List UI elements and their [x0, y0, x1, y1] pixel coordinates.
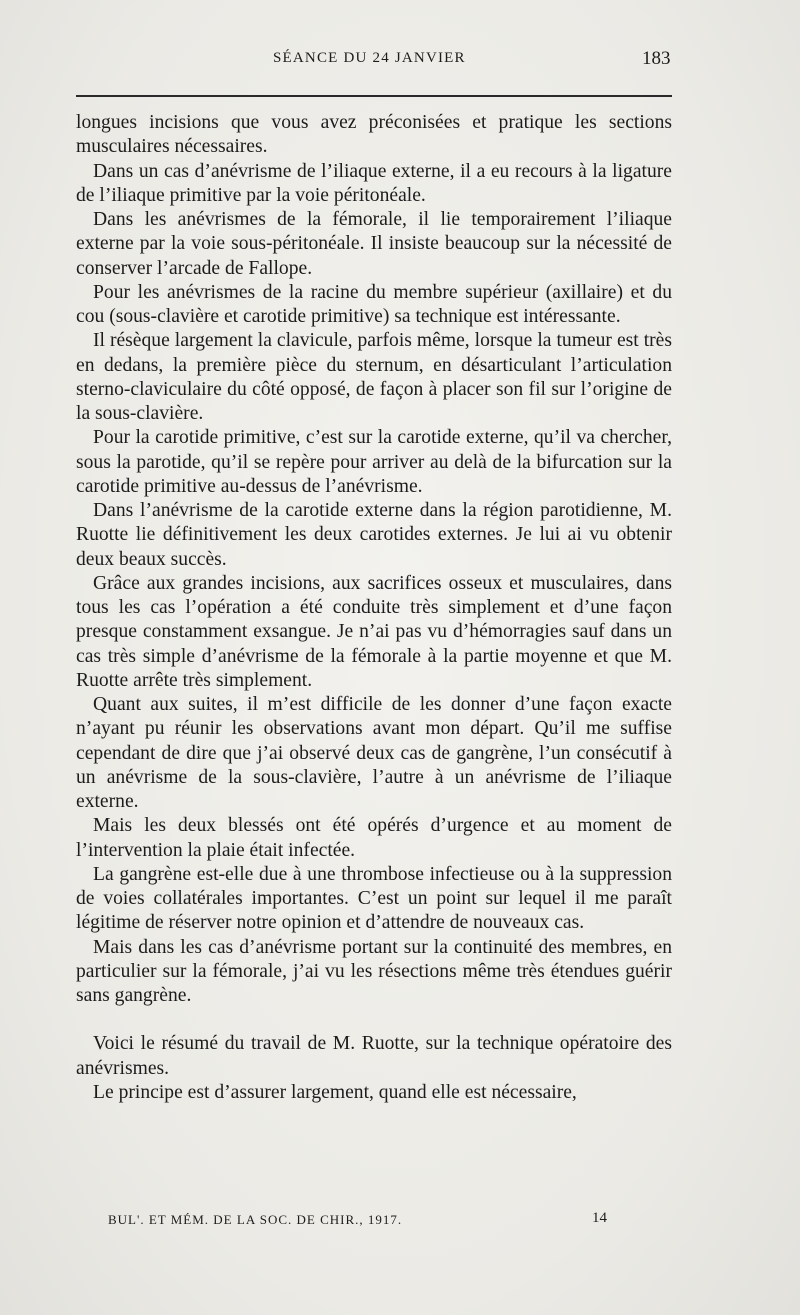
body-text [76, 111, 672, 1105]
paragraph: Le principe est d’assurer largement, quand elle est nécessaire, [93, 1081, 577, 1103]
page-number: 183 [642, 48, 671, 69]
paragraph: Dans l’anévrisme de la carotide externe dans la région parotidienne, M. Ruotte lie définitivement les deux carotides externes. Je lui ai vu obtenir deux beaux succès. [76, 500, 672, 570]
paragraph: Dans un cas d’anévrisme de l’iliaque externe, il a eu recours à la ligature de l’iliaque primitive par la voie péritonéale. [76, 160, 672, 206]
running-title: SÉANCE DU 24 JANVIER [273, 50, 466, 66]
paragraph: Pour la carotide primitive, c’est sur la carotide externe, qu’il va chercher, sous la parotide, qu’il se repère pour arriver au delà de la bifurcation sur la carotide primitive au-dessus de l’anévrisme. [76, 427, 672, 497]
page-footer [0, 1212, 800, 1234]
paragraph: Mais les deux blessés ont été opérés d’urgence et au moment de l’intervention la plaie était infectée. [76, 815, 672, 861]
paragraph: Pour les anévrismes de la racine du membre supérieur (axillaire) et du cou (sous-clavière et carotide primitive) sa technique est intéressante. [76, 281, 672, 327]
page-header [0, 50, 800, 76]
paragraph: Dans les anévrismes de la fémorale, il lie temporairement l’iliaque externe par la voie sous-péritonéale. Il insiste beaucoup sur la nécessité de conserver l’arcade de Fallope. [76, 209, 672, 279]
footer-source: BUL'. ET MÉM. DE LA SOC. DE CHIR., 1917. [108, 1212, 403, 1227]
paragraph: Quant aux suites, il m’est difficile de les donner d’une façon exacte n’ayant pu réunir les observations avant mon départ. Qu’il me suffise cependant de dire que j’ai observé deux cas de gangrène, l’un consécutif à un anévrisme de la sous-clavière, l’autre à un anévrisme de l’iliaque externe. [76, 694, 672, 812]
header-rule [76, 95, 672, 97]
paragraph: Voici le résumé du travail de M. Ruotte, sur la technique opératoire des anévrismes. [76, 1033, 672, 1079]
paragraph: Mais dans les cas d’anévrisme portant sur la continuité des membres, en particulier sur la fémorale, j’ai vu les résections même très étendues guérir sans gangrène. [76, 936, 672, 1006]
signature-mark: 14 [592, 1210, 607, 1226]
paragraph: La gangrène est-elle due à une thrombose infectieuse ou à la suppression de voies collatérales importantes. C’est un point sur lequel il me paraît légitime de réserver notre opinion et d’attendre de nouveaux cas. [76, 863, 672, 934]
paragraph: Grâce aux grandes incisions, aux sacrifices osseux et musculaires, dans tous les cas l’opération a été conduite très simplement et d’une façon presque constamment exsangue. Je n’ai pas vu d’hémorragies sauf dans un cas très simple d’anévrisme de la fémorale à la partie moyenne et que M. Ruotte arrête très simplement. [76, 572, 672, 691]
paragraph: Il résèque largement la clavicule, parfois même, lorsque la tumeur est très en dedans, la première pièce du sternum, en désarticulant l’articulation sterno-claviculaire du côté opposé, de façon à placer son fil sur l’origine de la sous-clavière. [76, 330, 672, 424]
paragraph: longues incisions que vous avez préconisées et pratique les sections musculaires nécessaires. [76, 112, 672, 158]
